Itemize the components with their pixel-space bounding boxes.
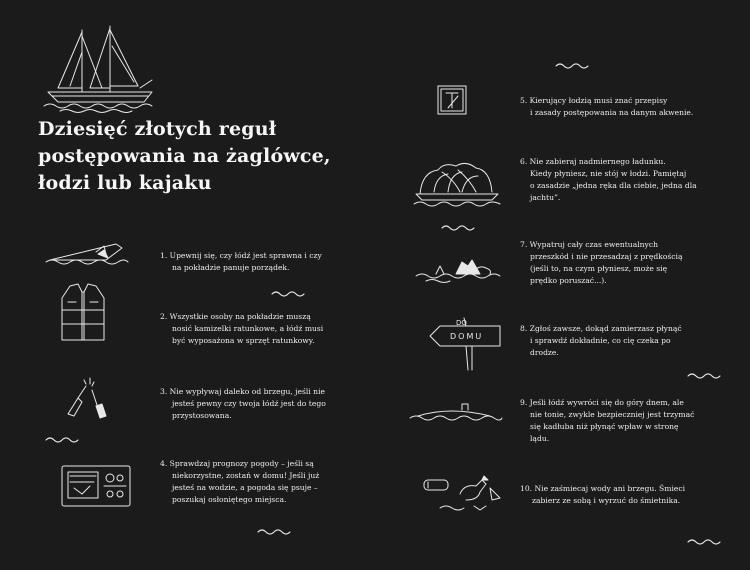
sinking-boat-icon bbox=[46, 238, 126, 270]
title-line: łodzi lub kajaku bbox=[38, 172, 212, 194]
sailboat-icon bbox=[40, 22, 160, 114]
rule-10 bbox=[520, 483, 685, 507]
rule-line: przystosowana. bbox=[172, 411, 232, 420]
wave-decoration bbox=[44, 436, 80, 444]
rule-3 bbox=[160, 386, 326, 422]
broken-oars-icon bbox=[64, 376, 112, 420]
wave-decoration bbox=[686, 538, 722, 546]
sign-icon bbox=[436, 84, 468, 116]
rule-line: jachtu”. bbox=[530, 193, 561, 202]
signpost-icon bbox=[426, 316, 506, 372]
rule-line: drodze. bbox=[530, 348, 559, 357]
signpost-label: DOMU bbox=[450, 332, 484, 341]
title-line: postępowania na żaglówce, bbox=[38, 145, 331, 167]
life-jacket-icon bbox=[58, 282, 108, 344]
page-title bbox=[38, 116, 338, 197]
rule-line: prędko poruszać...). bbox=[530, 276, 607, 285]
rule-5 bbox=[520, 95, 693, 119]
rule-line: być wyposażona w sprzęt ratunkowy. bbox=[172, 336, 315, 345]
rule-line: 3. Nie wypływaj daleko od brzegu, jeśli nie bbox=[160, 387, 325, 396]
rule-line: o zasadzie „jedna ręka dla ciebie, jedna dla bbox=[530, 181, 697, 190]
rule-6 bbox=[520, 156, 697, 204]
rule-line: na pokładzie panuje porządek. bbox=[172, 263, 290, 272]
rule-line: jesteś na wodzie, a pogoda się psuje – bbox=[172, 483, 318, 492]
rule-line: 2. Wszystkie osoby na pokładzie muszą bbox=[160, 312, 311, 321]
rule-line: lądu. bbox=[530, 434, 550, 443]
rule-line: się kadłuba niż płynąć wpław w stronę bbox=[530, 422, 679, 431]
rule-line: 8. Zgłoś zawsze, dokąd zamierzasz płynąć bbox=[520, 324, 682, 333]
overloaded-boat-icon bbox=[414, 158, 500, 208]
rule-line: zabierz ze sobą i wyrzuć do śmietnika. bbox=[532, 496, 681, 505]
capsized-boat-icon bbox=[410, 398, 500, 426]
rule-8 bbox=[520, 323, 682, 359]
rule-line: nosić kamizelki ratunkowe, a łódź musi bbox=[172, 324, 324, 333]
rule-line: niekorzystne, zostań w domu! Jeśli już bbox=[172, 471, 320, 480]
rule-line: nie tonie, zwykle bezpieczniej jest trzymać bbox=[530, 410, 695, 419]
rule-line: 4. Sprawdzaj prognozy pogody – jeśli są bbox=[160, 459, 314, 468]
rule-line: i zasady postępowania na danym akwenie. bbox=[530, 108, 694, 117]
rocks-icon bbox=[416, 248, 500, 284]
rule-line: 1. Upewnij się, czy łódź jest sprawna i czy bbox=[160, 251, 322, 260]
wave-decoration bbox=[270, 290, 306, 298]
wave-decoration bbox=[686, 372, 722, 380]
rule-line: 5. Kierujący łodzią musi znać przepisy bbox=[520, 96, 668, 105]
rule-line: Kiedy płyniesz, nie stój w łodzi. Pamiętaj bbox=[530, 169, 687, 178]
wave-decoration bbox=[440, 224, 476, 232]
rule-line: (jeśli to, na czym płyniesz, może się bbox=[530, 264, 668, 273]
signpost-small-label: DO bbox=[456, 319, 467, 327]
rule-line: 7. Wypatruj cały czas ewentualnych bbox=[520, 240, 658, 249]
rule-line: 10. Nie zaśmiecaj wody ani brzegu. Śmieci bbox=[520, 484, 686, 493]
title-line: Dziesięć złotych reguł bbox=[38, 118, 277, 140]
litter-icon bbox=[420, 470, 506, 514]
wave-decoration bbox=[256, 528, 292, 536]
rule-line: poszukaj osłoniętego miejsca. bbox=[172, 495, 287, 504]
rule-4 bbox=[160, 458, 319, 506]
rule-9 bbox=[520, 397, 694, 445]
rule-line: 9. Jeśli łódź wywróci się do góry dnem, ale bbox=[520, 398, 684, 407]
rule-line: przeszkód i nie przesadzaj z prędkością bbox=[530, 252, 683, 261]
rule-line: 6. Nie zabieraj nadmiernego ładunku. bbox=[520, 157, 666, 166]
rule-line: jesteś pewny czy twoja łódź jest do tego bbox=[172, 399, 326, 408]
wave-decoration bbox=[554, 62, 590, 70]
rule-7 bbox=[520, 239, 683, 287]
rule-2 bbox=[160, 311, 323, 347]
radio-icon bbox=[60, 462, 132, 508]
rule-1 bbox=[160, 250, 322, 274]
rule-line: i sprawdź dokładnie, co cię czeka po bbox=[530, 336, 671, 345]
